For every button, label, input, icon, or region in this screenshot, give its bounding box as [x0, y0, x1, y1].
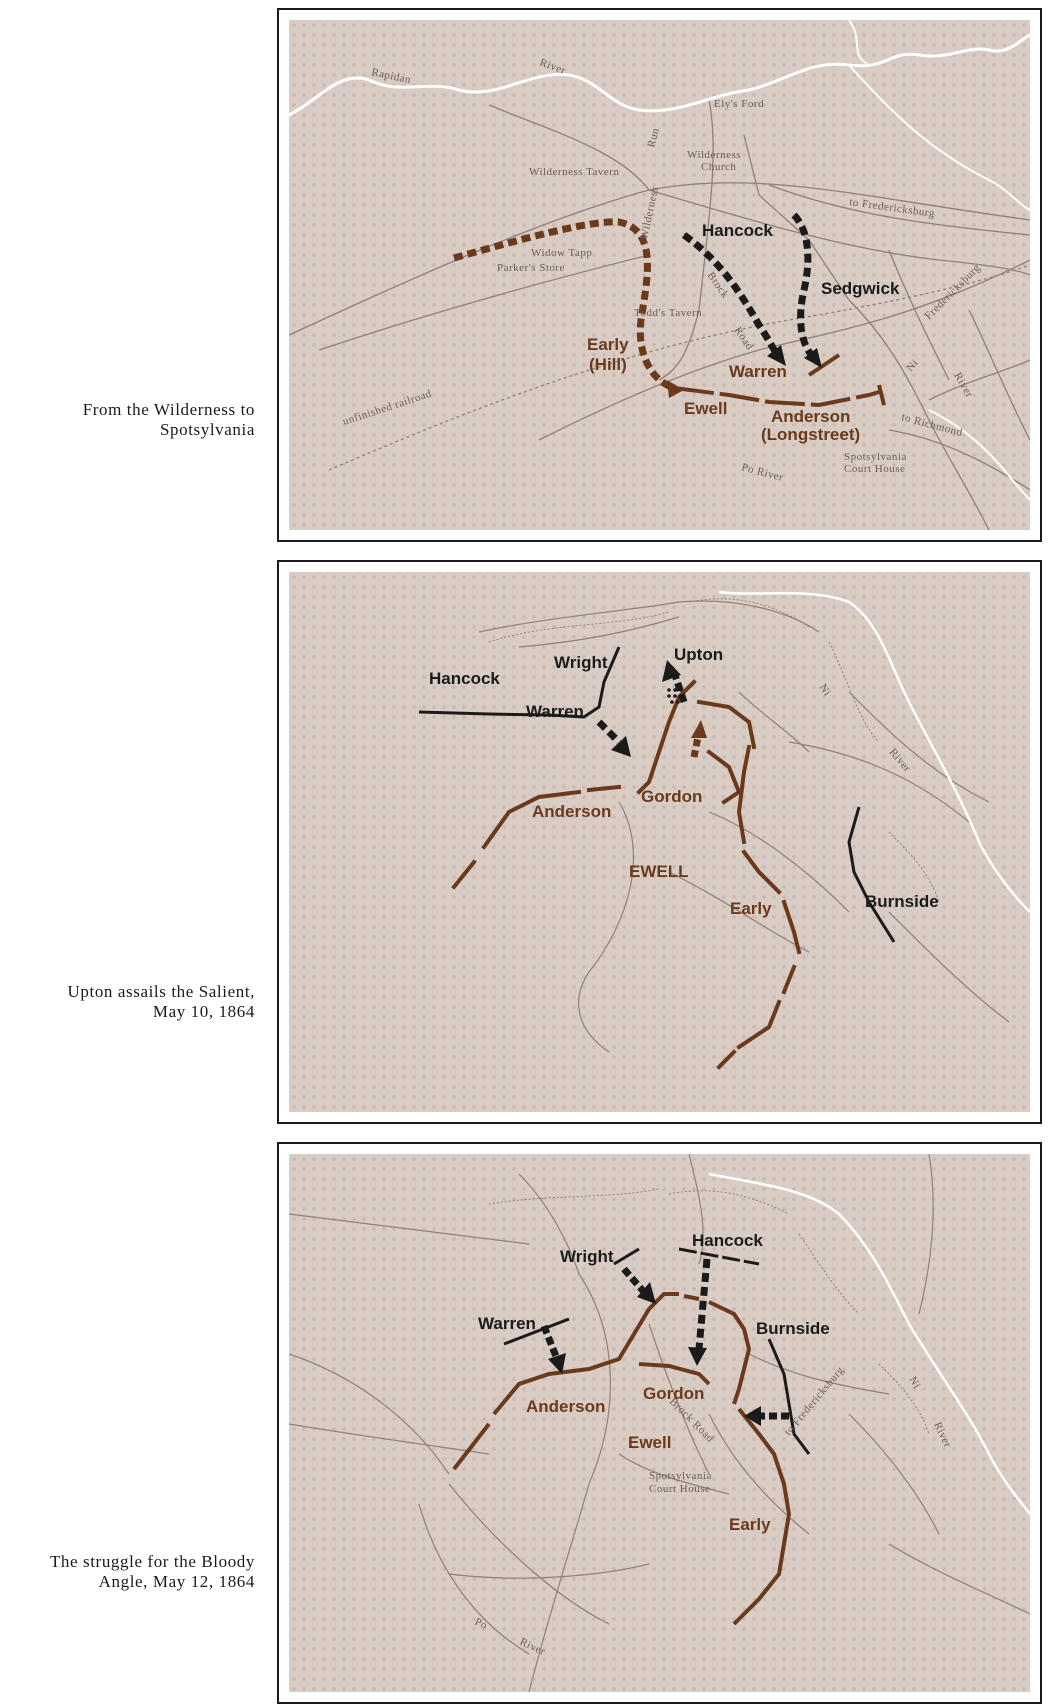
- map1-label-rapidan: Rapidan: [370, 66, 413, 87]
- map1-label-todds-tavern: Todd's Tavern: [634, 307, 703, 319]
- map3-ni-river: [709, 1174, 1030, 1514]
- map3-label-ni: Ni: [906, 1374, 923, 1391]
- map2-caption-line1: Upton assails the Salient,: [67, 982, 255, 1001]
- map1-label-fredericksburg-2: Fredericksburg: [922, 261, 984, 323]
- map1-label-longstreet: (Longstreet): [761, 425, 861, 444]
- map2-ni-river: [719, 592, 1030, 912]
- map1-label-wilderness-2: Wilderness: [638, 185, 662, 241]
- map2-label-upton: Upton: [674, 645, 724, 664]
- map2-label-hancock: Hancock: [429, 669, 500, 688]
- map2-label-burnside: Burnside: [865, 892, 939, 911]
- map1-label-elys-ford: Ely's Ford: [714, 98, 765, 110]
- map1-label-brock: Brock: [704, 269, 732, 301]
- map3-union-lines: [504, 1249, 809, 1454]
- map2-frame: [277, 560, 1042, 1124]
- map2-label-ni: Ni: [816, 681, 834, 699]
- map3-frame: [277, 1142, 1042, 1704]
- map1-caption-line2: Spotsylvania: [159, 420, 255, 439]
- map2-label-ewell: EWELL: [629, 862, 689, 881]
- map1-svg: [289, 20, 1030, 530]
- map2-label-early: Early: [730, 899, 772, 918]
- map1-label-spotsylvania: Spotsylvania: [844, 451, 907, 463]
- map1-label-po-river: Po River: [740, 461, 785, 484]
- map1-label-anderson: Anderson: [771, 407, 851, 426]
- map1-frame: [277, 8, 1042, 542]
- map1-label-wilderness-church-2: Church: [701, 161, 737, 173]
- map1-label-parkers-store: Parker's Store: [497, 262, 565, 274]
- map1-label-widow-tapp: Widow Tapp: [531, 247, 593, 259]
- map1-label-ni: Ni: [904, 357, 922, 374]
- map2-union-line-burnside: [849, 807, 894, 942]
- map3-label-ewell: Ewell: [628, 1433, 672, 1452]
- map3-union-arrow-warren: [544, 1326, 557, 1359]
- map1-label-court-house: Court House: [844, 463, 906, 475]
- map3-label-early: Early: [729, 1515, 771, 1534]
- map2-caption: [0, 982, 255, 1022]
- map3-caption-line2: Angle, May 12, 1864: [98, 1572, 255, 1591]
- map3-label-po-river: River: [517, 1635, 548, 1659]
- map3-label-warren: Warren: [478, 1314, 536, 1333]
- map3-svg: [289, 1154, 1030, 1692]
- map3-label-burnside: Burnside: [756, 1319, 830, 1338]
- map3-label-brock-road: Brock Road: [666, 1395, 717, 1446]
- map1-label-early: Early: [587, 335, 629, 354]
- map1-label-to-richmond: to Richmond: [900, 411, 964, 440]
- map3-caption: [0, 1552, 255, 1592]
- map3-union-arrowhead-wright: [637, 1282, 656, 1304]
- map2-label-gordon: Gordon: [641, 787, 703, 806]
- map1-caption-line1: From the Wilderness to: [82, 400, 255, 419]
- map2-label-river: River: [886, 746, 914, 775]
- map2-label-wright: Wright: [554, 653, 608, 672]
- map3-union-arrowhead-hancock: [688, 1347, 707, 1366]
- map3-label-spotsylvania: Spotsylvania: [649, 1470, 712, 1482]
- map1-label-ni-river: River: [951, 370, 976, 400]
- map3-label-wright: Wright: [560, 1247, 614, 1266]
- map1-label-wilderness-church-1: Wilderness: [687, 149, 742, 161]
- map3-label-hancock: Hancock: [692, 1231, 763, 1250]
- map3-label-po: Po: [472, 1615, 490, 1633]
- map2-label-anderson: Anderson: [532, 802, 612, 821]
- map1-canvas: [289, 20, 1030, 530]
- map1-label-sedgwick: Sedgwick: [821, 279, 900, 298]
- map2-caption-line2: May 10, 1864: [152, 1002, 255, 1021]
- map3-label-river: River: [931, 1420, 954, 1450]
- map1-label-ewell: Ewell: [684, 399, 728, 418]
- map3-caption-line1: The struggle for the Bloody: [49, 1552, 255, 1571]
- map2-union-arrow-warren: [599, 722, 619, 742]
- map1-label-road: Road: [731, 324, 756, 353]
- map3-label-court-house: Court House: [649, 1483, 711, 1495]
- map3-label-gordon: Gordon: [643, 1384, 705, 1403]
- map1-label-hill: (Hill): [589, 355, 627, 374]
- map1-label-river: River: [537, 56, 568, 78]
- map1-label-to-fredericksburg: to Fredericksburg: [848, 196, 936, 220]
- map1-label-wilderness-tavern: Wilderness Tavern: [529, 166, 620, 178]
- map2-svg: [289, 572, 1030, 1112]
- map3-canvas: [289, 1154, 1030, 1692]
- map2-confederate-arrowhead-gordon: [691, 720, 707, 738]
- map1-anderson-end: [879, 385, 884, 405]
- map1-railroad: [329, 265, 1030, 470]
- map3-terrain: [289, 1154, 1030, 1692]
- map1-label-warren: Warren: [729, 362, 787, 381]
- map3-union-arrow-hancock: [699, 1259, 707, 1349]
- map3-label-anderson: Anderson: [526, 1397, 606, 1416]
- map2-label-warren: Warren: [526, 702, 584, 721]
- map1-label-unfinished-railroad: unfinished railroad: [341, 387, 434, 428]
- map2-canvas: [289, 572, 1030, 1112]
- map3-label-to-fredericksburg: to Fredericksburg: [782, 1364, 847, 1438]
- map3-union-arrow-wright: [624, 1269, 644, 1292]
- map1-caption: [0, 400, 255, 440]
- map1-label-hancock: Hancock: [702, 221, 773, 240]
- map1-label-run: Run: [645, 126, 663, 149]
- map1-rivers: [289, 20, 1030, 500]
